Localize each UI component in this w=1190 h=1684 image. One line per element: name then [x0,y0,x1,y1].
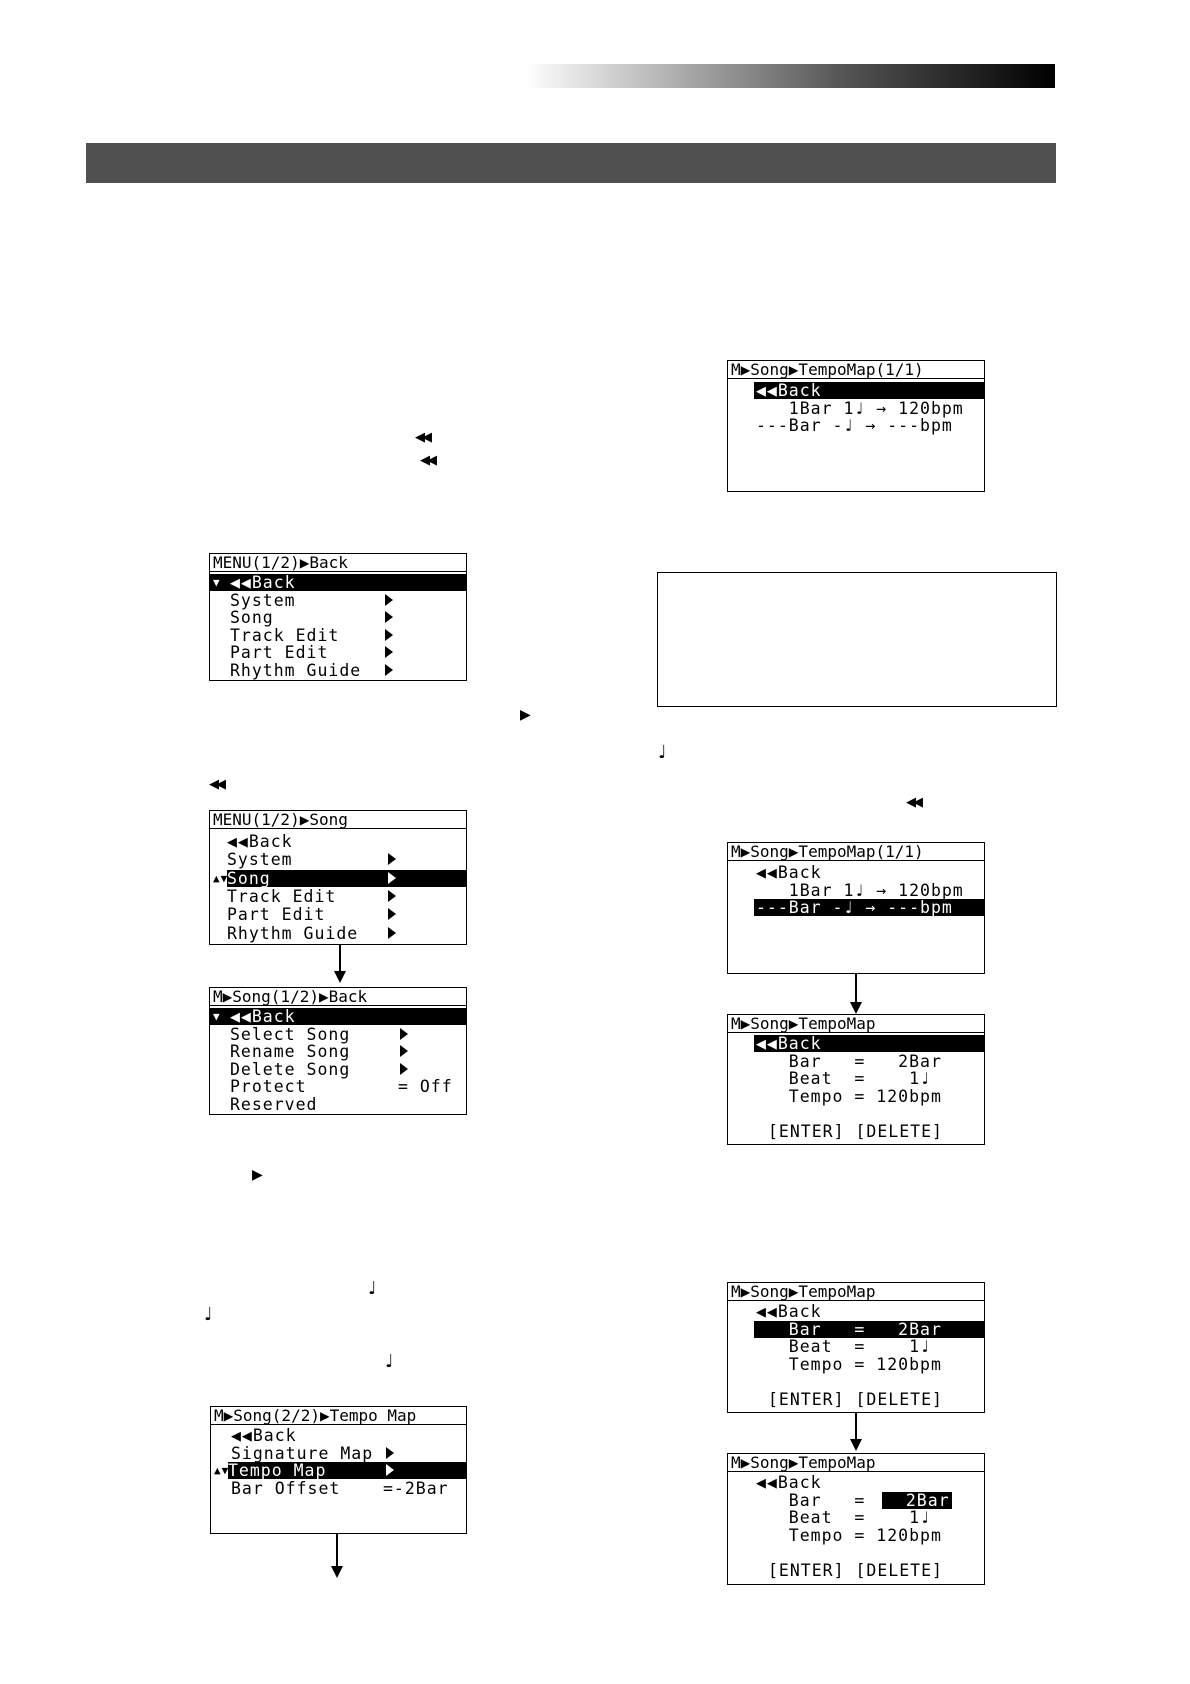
lcd-row [210,851,466,868]
lcd-row-label: Reserved [230,1094,318,1114]
lcd-row [728,1492,984,1509]
lcd-row [728,1562,984,1579]
submenu-arrow-icon [386,1447,394,1459]
lcd-row-label: Tempo = 120bpm [756,1354,942,1374]
lcd-row [728,1544,984,1561]
lcd-row [728,1356,984,1373]
lcd-row-label: 1Bar 1♩ → 120bpm [756,398,964,418]
submenu-arrow-icon [385,664,393,676]
lcd-row [210,1043,466,1060]
lcd-row [728,1053,984,1070]
lcd-row-selected [213,868,466,888]
submenu-arrow-icon [388,890,396,902]
flow-arrow [339,945,341,971]
lcd-row-label: Beat = 1♩ [756,1508,931,1527]
lcd-tempomap-list [727,360,985,492]
lcd-row-label: Track Edit [227,886,337,906]
lcd-row-label: Song [230,608,274,627]
lcd-title: M▶Song▶TempoMap(1/1) [728,843,984,861]
rewind-icon: ◀◀ [209,777,223,792]
scroll-indicator-icon: ▼ [213,1010,221,1023]
lcd-row-selected [754,899,984,916]
lcd-row [728,1391,984,1408]
lcd-tempomap-list-new [727,842,985,974]
lcd-row-label: Beat = 1♩ [756,1069,931,1088]
lcd-title: MENU(1/2)▶Back [210,554,466,572]
lcd-row-label: ---Bar -♩ → ---bpm [756,416,953,435]
lcd-row [728,417,984,434]
lcd-row-value: = Off [398,1077,453,1096]
lcd-row [728,1509,984,1526]
lcd-row-label: ◀◀Back [231,1426,297,1445]
lcd-row-label: Bar = [756,1490,877,1510]
lcd-row-label: Rhythm Guide [227,923,359,943]
submenu-arrow-icon [388,927,396,939]
lcd-row-label: Rhythm Guide [230,660,362,680]
note-icon: ♩ [368,1278,377,1299]
lcd-tempomap-edit-bar [727,1282,985,1413]
lcd-row [210,592,466,609]
lcd-row-label: Protect [230,1077,307,1096]
flow-arrow-head [850,1439,862,1451]
lcd-row-value: =-2Bar [383,1478,449,1498]
lcd-title: M▶Song▶TempoMap(1/1) [728,361,984,379]
submenu-arrow-icon [385,646,393,658]
lcd-row-label: Tempo Map [228,1461,327,1480]
lcd-row-label: ◀◀Back [756,1473,822,1492]
lcd-row-label: ◀◀Back [756,1034,822,1053]
scroll-indicator-icon: ▲▼ [213,871,229,885]
lcd-row-label: Select Song [230,1024,351,1044]
lcd-row [211,1445,466,1462]
lcd-row [728,1088,984,1105]
note-icon: ♩ [385,1351,394,1372]
submenu-arrow-icon [400,1063,408,1075]
lcd-row-label: ◀◀Back [227,832,293,851]
play-icon: ▶ [252,1167,263,1183]
flow-arrow [855,974,857,1002]
lcd-row-label: Delete Song [230,1059,351,1079]
flow-arrow-head [334,971,346,983]
lcd-title: M▶Song(1/2)▶Back [210,988,466,1006]
lcd-row [210,1078,466,1095]
section-header-bar [86,143,1056,183]
lcd-row-selected [754,382,984,399]
lcd-row [210,627,466,644]
lcd-row-label: Part Edit [230,643,329,662]
submenu-arrow-icon [385,611,393,623]
lcd-row-label: Beat = 1♩ [756,1337,931,1356]
lcd-row-selected [754,1035,984,1052]
lcd-song-tempo-map [210,1406,467,1534]
lcd-title: M▶Song▶TempoMap [728,1454,984,1472]
lcd-row [728,1527,984,1544]
lcd-row [728,1070,984,1087]
lcd-row-label: Rename Song [230,1042,351,1061]
lcd-row [210,662,466,679]
lcd-tempomap-edit [727,1014,985,1145]
lcd-row [210,888,466,905]
lcd-value-highlight: 2Bar [884,1490,950,1510]
lcd-row [728,400,984,417]
lcd-song-menu [209,987,467,1115]
lcd-row-label: 1Bar 1♩ → 120bpm [756,880,964,900]
submenu-arrow-icon [385,629,393,641]
lcd-row-label: System [227,850,293,870]
submenu-arrow-icon [400,1045,408,1057]
lcd-row-label: Bar = 2Bar [756,1319,942,1339]
lcd-row-label: Signature Map [231,1443,374,1463]
lcd-row [728,864,984,881]
lcd-row-label: Song [227,868,271,888]
lcd-title: M▶Song▶TempoMap [728,1015,984,1033]
lcd-row [728,1373,984,1390]
lcd-row-label: Tempo = 120bpm [756,1086,942,1106]
scroll-indicator-icon: ▲▼ [214,1464,230,1477]
note-icon: ♩ [658,742,667,763]
lcd-row [210,1061,466,1078]
note-box [657,572,1057,707]
flow-arrow [855,1413,857,1439]
play-icon: ▶ [520,707,531,723]
lcd-row-label: [ENTER] [DELETE] [768,1389,943,1409]
lcd-row [210,906,466,923]
lcd-row-label: Bar Offset [231,1478,341,1498]
lcd-row [210,1096,466,1113]
submenu-arrow-icon [388,853,396,865]
submenu-arrow-icon [400,1028,408,1040]
lcd-row-label: ◀◀Back [230,1007,296,1026]
rewind-icon: ◀◀ [906,795,920,810]
lcd-menu-song [209,810,467,945]
lcd-row [210,609,466,626]
note-icon: ♩ [204,1304,213,1325]
lcd-row [728,882,984,899]
lcd-title: M▶Song(2/2)▶Tempo Map [211,1407,466,1425]
lcd-row-selected [210,574,466,591]
lcd-row-label: ◀◀Back [756,863,822,882]
lcd-row-label: Tempo = 120bpm [756,1525,942,1545]
lcd-row-selected [210,1008,466,1025]
lcd-row-label: ◀◀Back [230,573,296,592]
submenu-arrow-icon [388,872,396,884]
lcd-row [211,1480,466,1497]
lcd-row [728,1338,984,1355]
lcd-row-label: Track Edit [230,625,340,645]
lcd-row-label: Part Edit [227,905,326,925]
lcd-row-label: [ENTER] [DELETE] [768,1560,943,1580]
flow-arrow-head [850,1002,862,1014]
lcd-row [210,644,466,661]
flow-arrow [336,1534,338,1566]
rewind-icon: ◀◀ [415,430,429,445]
header-gradient-bar [525,64,1055,88]
flow-arrow-head [331,1566,343,1578]
lcd-row [728,1105,984,1122]
lcd-title: MENU(1/2)▶Song [210,811,466,829]
lcd-tempomap-edit-value [727,1453,985,1585]
lcd-row [728,1474,984,1491]
lcd-row-label: ◀◀Back [756,1302,822,1321]
rewind-icon: ◀◀ [420,453,434,468]
submenu-arrow-icon [388,908,396,920]
lcd-row-label: ◀◀Back [756,381,822,400]
lcd-row-selected [214,1461,466,1480]
submenu-arrow-icon [385,594,393,606]
lcd-title: M▶Song▶TempoMap [728,1283,984,1301]
lcd-row-selected [754,1321,984,1338]
submenu-arrow-icon [386,1464,394,1476]
lcd-row-label: Bar = 2Bar [756,1051,942,1071]
lcd-row [210,833,466,850]
lcd-menu-back [209,553,467,681]
lcd-row-label: ---Bar -♩ → ---bpm [756,898,953,917]
lcd-row [210,1026,466,1043]
lcd-row-label: [ENTER] [DELETE] [768,1121,943,1141]
lcd-row [210,925,466,942]
lcd-row-label: System [230,590,296,610]
lcd-row [728,1303,984,1320]
lcd-row [211,1427,466,1444]
scroll-indicator-icon: ▼ [213,576,221,589]
lcd-row [728,1123,984,1140]
